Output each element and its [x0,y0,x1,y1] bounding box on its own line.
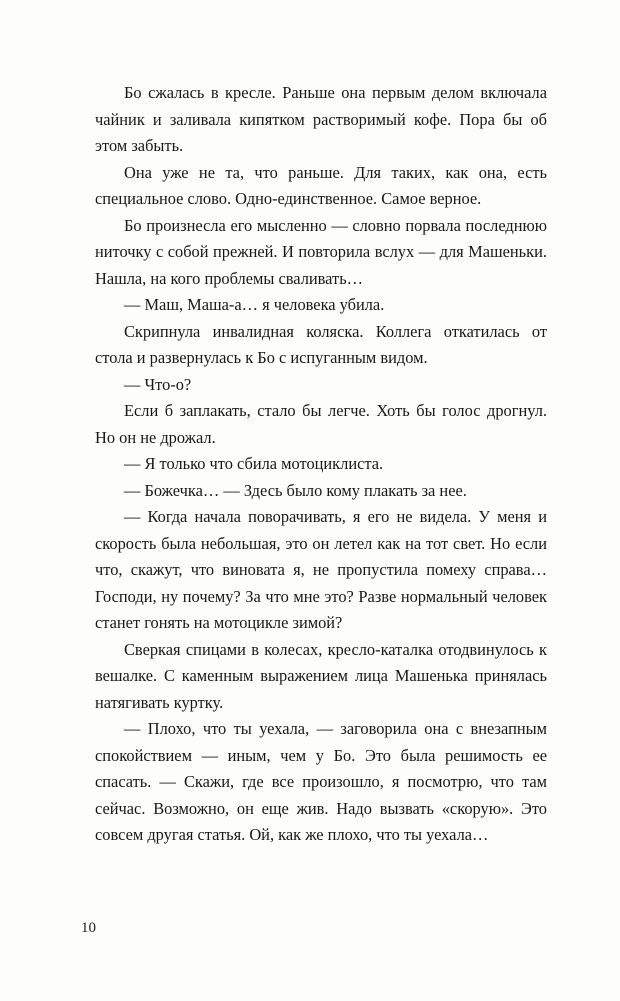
paragraph-dialogue: — Божечка… — Здесь было кому плакать за нее. [124,480,467,500]
paragraph-dialogue: — Маш, Маша-а… я человека убила. [124,295,385,314]
page-text-block [95,80,547,849]
paragraph-dialogue: — Что-о? [124,374,192,394]
paragraph-dialogue: — Я только что сбила мотоциклиста. [124,454,384,473]
paragraph: Скрипнула инвалидная коляска. Коллега откатилась от стола и развернулась к Бо с испуганным видом. [95,321,547,367]
paragraph: Бо сжалась в кресле. Раньше она первым делом включала чайник и заливала кипятком растворимый кофе. Пора бы об этом забыть. [95,83,547,155]
page-number: 10 [81,920,96,936]
paragraph: Она уже не та, что раньше. Для таких, как она, есть специальное слово. Одно-единственное. Самое верное. [95,162,547,208]
paragraph-dialogue: — Когда начала поворачивать, я его не видела. У меня и скорость была небольшая, это он летел как на тот свет. Но если что, скажут, что виновата я, не пропустила помеху справа… Господи, ну почему? За что мне это? Разве нормальный человек станет гонять на мотоцикле зимой? [95,507,547,632]
paragraph-dialogue: — Плохо, что ты уехала, — заговорила она с внезапным спокойствием — иным, чем у Бо. Это была решимость ее спасать. — Скажи, где все произошло, я посмотрю, что там сейчас. Возможно, он еще жив. Надо вызвать «скорую». Это совсем другая статья. Ой, как же плохо, что ты уехала… [95,719,547,844]
paragraph: Сверкая спицами в колесах, кресло-каталка отодвинулось к вешалке. С каменным выражением лица Машенька принялась натягивать куртку. [95,639,547,712]
paragraph: Бо произнесла его мысленно — словно порвала последнюю ниточку с собой прежней. И повторила вслух — для Машеньки. Нашла, на кого проблемы сваливать… [95,215,547,288]
paragraph: Если б заплакать, стало бы легче. Хоть бы голос дрогнул. Но он не дрожал. [95,401,547,447]
